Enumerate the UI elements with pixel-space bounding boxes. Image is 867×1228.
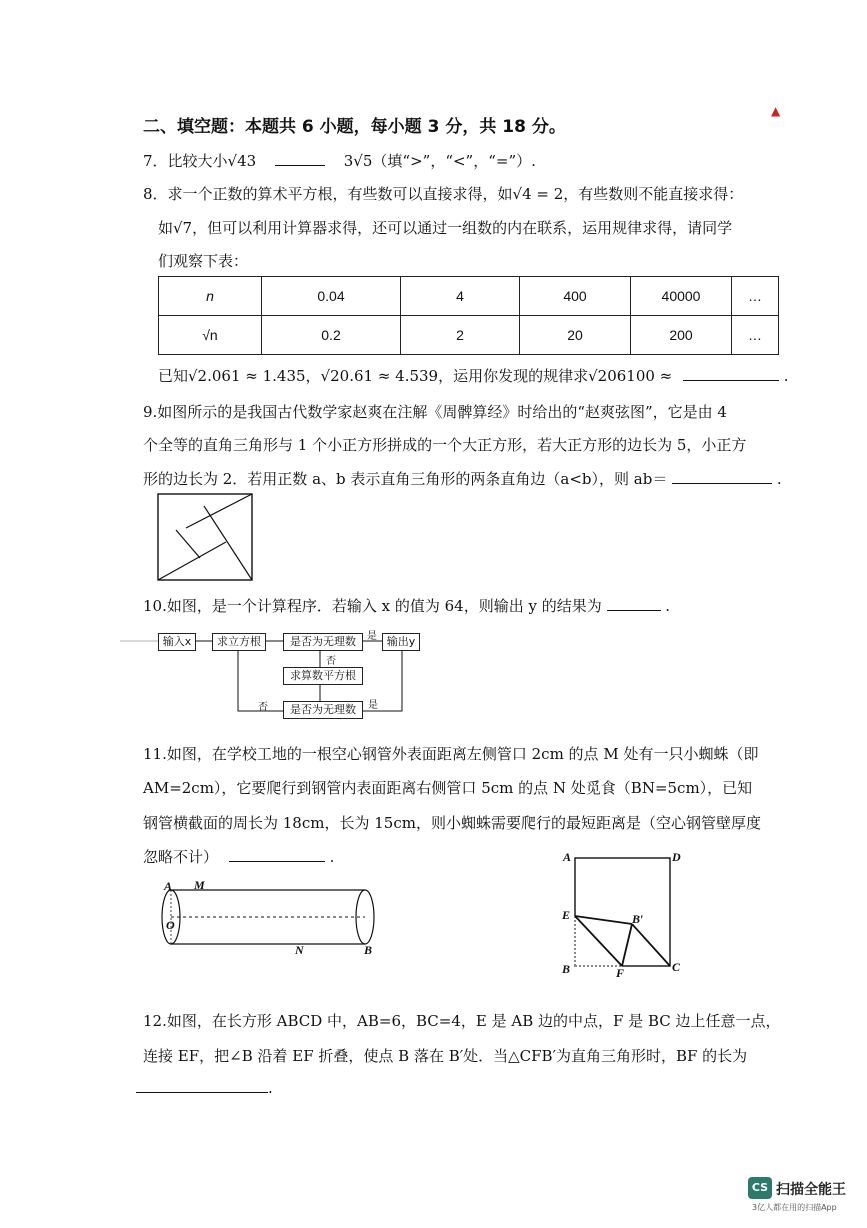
segment-eb1 <box>575 916 632 924</box>
q11-answer-blank[interactable] <box>229 847 325 862</box>
q9-line3: 形的边长为 2．若用正数 a、b 表示直角三角形的两条直角边（a<b），则 ab＝ . <box>143 470 782 488</box>
q9-line2: 个全等的直角三角形与 1 个小正方形拼成的一个大正方形，若大正方形的边长为 5，小正方 <box>143 436 747 454</box>
diagram-line <box>186 494 252 528</box>
footer-brand: 扫描全能王 <box>776 1182 846 1198</box>
camscanner-logo-icon: CS <box>748 1177 772 1199</box>
table-cell: 0.04 <box>262 277 401 316</box>
table-cell: … <box>732 277 779 316</box>
diagram-line <box>176 530 200 558</box>
rect-label-e: E <box>562 908 571 922</box>
q8-line2: 如√7，但可以利用计算器求得，还可以通过一组数的内在联系，运用规律求得，请同学 <box>158 219 733 237</box>
q7-suffix: 3√5（填“>”，“<”，“=”）. <box>343 152 536 170</box>
q11-line1: 11.如图，在学校工地的一根空心钢管外表面距离左侧管口 2cm 的点 M 处有一只小蜘蛛（即 <box>143 745 759 763</box>
table-cell: 40000 <box>631 277 732 316</box>
steel-pipe-diagram <box>155 885 380 951</box>
flow-sqrt-box: 求算数平方根 <box>283 667 363 685</box>
q10-answer-blank[interactable] <box>607 596 661 611</box>
q10-line1-text: 10.如图，是一个计算程序．若输入 x 的值为 64，则输出 y 的结果为 <box>143 597 602 615</box>
table-cell: 20 <box>520 316 631 355</box>
zhao-shuang-diagram <box>156 492 256 584</box>
q8-line3: 们观察下表： <box>158 252 249 270</box>
pipe-label-b: B <box>364 943 373 957</box>
section-heading: 二、填空题：本题共 6 小题，每小题 3 分，共 18 分。 <box>143 117 566 137</box>
table-cell: 2 <box>401 316 520 355</box>
q8-line4: 已知√2.061 ≈ 1.435，√20.61 ≈ 4.539，运用你发现的规律求√206100 ≈ . <box>158 367 789 385</box>
q11-line3: 钢管横截面的周长为 18cm，长为 15cm，则小蜘蛛需要爬行的最短距离是（空心钢管壁厚度 <box>143 814 761 832</box>
q8-table <box>158 276 779 355</box>
table-cell: 400 <box>520 277 631 316</box>
table-row <box>159 277 779 316</box>
footer-tagline: 3亿人都在用的扫描App <box>752 1203 837 1212</box>
q8-line1: 8．求一个正数的算术平方根，有些数可以直接求得，如√4 = 2，有些数则不能直接求得： <box>143 185 744 203</box>
flow-output-box: 输出y <box>382 633 420 651</box>
q11-line4: 忽略不计） . <box>143 848 335 866</box>
rect-label-a: A <box>563 850 572 864</box>
flow-yes-label-2: 是 <box>368 700 378 711</box>
table-cell: √n <box>159 316 262 355</box>
q11-line2: AM=2cm），它要爬行到钢管内表面距离右侧管口 5cm 的点 N 处觅食（BN=5cm），已知 <box>143 779 753 797</box>
flow-input-box: 输入x <box>158 633 196 651</box>
question-7 <box>143 150 536 171</box>
rect-label-f: F <box>616 966 625 980</box>
rect-label-b: B <box>562 962 571 976</box>
table-cell: n <box>159 277 262 316</box>
flow-irrational-box-2: 是否为无理数 <box>283 701 363 719</box>
pipe-label-n: N <box>295 943 304 957</box>
rect-label-b-prime: B′ <box>632 912 644 926</box>
pipe-label-o: O <box>166 918 175 932</box>
rect-label-c: C <box>672 960 681 974</box>
table-cell: … <box>732 316 779 355</box>
q9-answer-blank[interactable] <box>672 469 772 484</box>
q12-line2: 连接 EF，把∠B 沿着 EF 折叠，使点 B 落在 B′处．当△CFB′为直角三角形时，BF 的长为 <box>143 1047 748 1065</box>
diagram-line <box>158 542 226 580</box>
q9-line3-text: 形的边长为 2．若用正数 a、b 表示直角三角形的两条直角边（a<b），则 ab＝ <box>143 470 668 488</box>
rect-label-d: D <box>672 850 681 864</box>
q8-line4-text: 已知√2.061 ≈ 1.435，√20.61 ≈ 4.539，运用你发现的规律求√206100 ≈ <box>158 367 673 385</box>
q11-line4-text: 忽略不计） <box>143 848 219 866</box>
table-cell: 0.2 <box>262 316 401 355</box>
diagram-line <box>204 506 252 580</box>
pipe-label-m: M <box>194 878 205 892</box>
q10-line1: 10.如图，是一个计算程序．若输入 x 的值为 64，则输出 y 的结果为 . <box>143 597 671 615</box>
rectangle-fold-diagram <box>560 848 685 978</box>
flow-no-label-2: 否 <box>258 702 268 713</box>
q7-answer-blank[interactable] <box>275 151 325 166</box>
table-row <box>159 316 779 355</box>
q12-line3: . <box>136 1078 273 1097</box>
flow-no-label-1: 否 <box>326 656 336 667</box>
q8-answer-blank[interactable] <box>683 366 779 381</box>
q9-line1: 9.如图所示的是我国古代数学家赵爽在注解《周髀算经》时给出的“赵爽弦图”，它是由 4 <box>143 403 727 421</box>
fold-line-ef <box>575 916 622 966</box>
pipe-label-a: A <box>164 879 173 893</box>
segment-b1f <box>622 924 632 966</box>
table-cell: 4 <box>401 277 520 316</box>
flow-irrational-box-1: 是否为无理数 <box>283 633 363 651</box>
red-mark-icon: ▲ <box>771 104 781 118</box>
flow-cube-root-box: 求立方根 <box>212 633 266 651</box>
flow-yes-label-1: 是 <box>367 631 377 642</box>
segment-b1c <box>632 924 670 966</box>
q12-answer-blank[interactable] <box>136 1078 268 1093</box>
q7-prefix: 7．比较大小√43 <box>143 152 257 170</box>
q12-line1: 12.如图，在长方形 ABCD 中，AB=6，BC=4，E 是 AB 边的中点，F 是 BC 边上任意一点， <box>143 1012 781 1030</box>
table-cell: 200 <box>631 316 732 355</box>
